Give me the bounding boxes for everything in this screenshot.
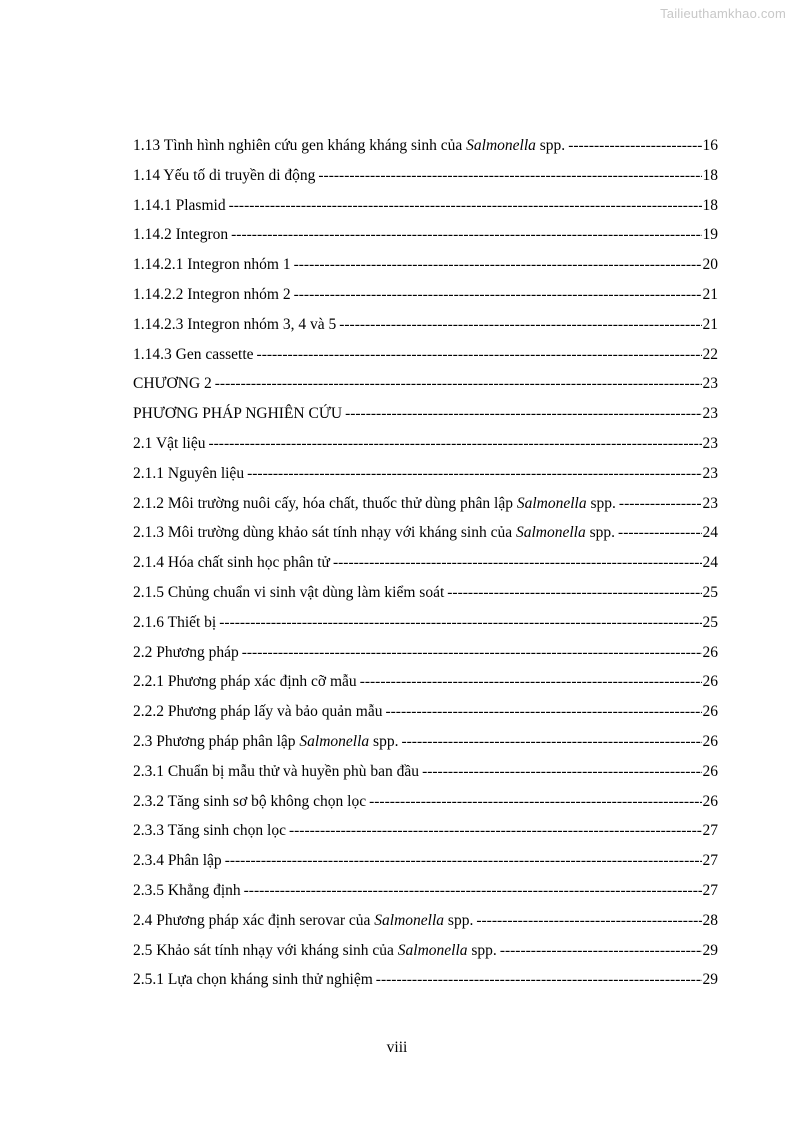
toc-entry	[133, 191, 718, 221]
toc-entry	[133, 697, 718, 727]
toc-entry	[133, 787, 718, 817]
toc-title-text: 2.5 Khảo sát tính nhạy với kháng sinh của	[133, 941, 398, 959]
toc-entry	[133, 936, 718, 966]
toc-page-number: 26	[702, 732, 718, 750]
toc-title-text: 1.14.2.1 Integron nhóm 1	[133, 256, 291, 274]
toc-entry-title	[133, 548, 330, 578]
toc-page-number: 19	[702, 226, 718, 244]
toc-entry-title	[133, 489, 616, 519]
toc-title-text: 2.1 Vật liệu	[133, 434, 206, 452]
toc-entry-title	[133, 280, 291, 310]
toc-page-number: 24	[702, 554, 718, 572]
toc-title-text: spp.	[444, 911, 474, 929]
toc-title-italic: Salmonella	[515, 524, 586, 542]
toc-entry	[133, 906, 718, 936]
toc-dot-leader	[208, 429, 701, 459]
toc-title-text: 1.14.1 Plasmid	[133, 196, 226, 214]
toc-page-number: 25	[702, 583, 718, 601]
toc-title-text: 1.14.2.3 Integron nhóm 3, 4 và 5	[133, 315, 337, 333]
toc-page-number: 28	[702, 911, 718, 929]
toc-page-number: 23	[702, 375, 718, 393]
toc-entry	[133, 399, 718, 429]
toc-dot-leader	[568, 131, 701, 161]
toc-entry-title	[133, 697, 382, 727]
toc-title-text: 1.14.2.2 Integron nhóm 2	[133, 285, 291, 303]
toc-entry	[133, 280, 718, 310]
toc-title-text: 2.2.2 Phương pháp lấy và bảo quản mẫu	[133, 703, 383, 721]
toc-dot-leader	[244, 876, 702, 906]
toc-title-text: spp.	[467, 941, 497, 959]
toc-entry	[133, 578, 718, 608]
toc-entry	[133, 250, 718, 280]
toc-dot-leader	[619, 489, 702, 519]
toc-entry-title	[133, 816, 286, 846]
toc-page-number: 23	[702, 434, 718, 452]
toc-entry	[133, 876, 718, 906]
toc-dot-leader	[376, 965, 702, 995]
toc-page-number: 26	[702, 643, 718, 661]
toc-dot-leader	[500, 936, 702, 966]
toc-entry-title	[133, 161, 315, 191]
toc-title-text: spp.	[586, 494, 616, 512]
toc-title-text: PHƯƠNG PHÁP NGHIÊN CỨU	[133, 405, 343, 423]
toc-title-text: spp.	[585, 524, 616, 542]
toc-entry-title	[133, 936, 497, 966]
toc-dot-leader	[231, 220, 701, 250]
toc-entry	[133, 340, 718, 370]
toc-title-text: 2.3.4 Phân lập	[133, 852, 222, 870]
toc-title-text: 2.3 Phương pháp phân lập	[133, 732, 300, 750]
toc-dot-leader	[401, 727, 701, 757]
toc-title-text: 1.13 Tình hình nghiên cứu gen kháng kháng sinh của	[133, 137, 467, 154]
toc-dot-leader	[360, 667, 702, 697]
toc-entry-title	[133, 965, 373, 995]
toc-page-number: 26	[702, 762, 718, 780]
toc-title-text: CHƯƠNG 2	[133, 375, 212, 393]
toc-entry	[133, 667, 718, 697]
toc-page-number: 16	[702, 137, 718, 154]
toc-entry	[133, 459, 718, 489]
watermark: Tailieuthamkhao.com	[660, 6, 786, 21]
toc-title-text: 2.2.1 Phương pháp xác định cỡ mẫu	[133, 673, 357, 691]
toc-entry	[133, 965, 718, 995]
toc-dot-leader	[422, 757, 701, 787]
toc-entry-title	[133, 340, 254, 370]
toc-entry	[133, 816, 718, 846]
toc-entry-title	[133, 727, 398, 757]
toc-dot-leader	[385, 697, 701, 727]
toc-title-text: 2.1.6 Thiết bị	[133, 613, 217, 631]
page-number: viii	[386, 1039, 408, 1056]
toc-page-number: 26	[702, 673, 718, 691]
toc-page-number: 18	[702, 166, 718, 184]
toc-dot-leader	[229, 191, 702, 221]
toc-title-text: 2.2 Phương pháp	[133, 643, 239, 661]
toc-entry-title	[133, 787, 366, 817]
toc-entry-title	[133, 757, 419, 787]
toc-dot-leader	[345, 399, 701, 429]
toc-page-number: 23	[702, 405, 718, 423]
toc-title-text: 1.14 Yếu tố di truyền di động	[133, 166, 316, 184]
toc-title-text: spp.	[535, 137, 566, 154]
toc-title-text: 2.1.5 Chủng chuẩn vi sinh vật dùng làm kiểm soát	[133, 583, 445, 601]
toc-title-text: 2.1.4 Hóa chất sinh học phân tử	[133, 554, 330, 572]
toc-entry	[133, 161, 718, 191]
toc-entry	[133, 727, 718, 757]
toc-title-italic: Salmonella	[374, 911, 445, 929]
toc-entry	[133, 429, 718, 459]
toc-page-number: 20	[702, 256, 718, 274]
toc-entry-title	[133, 608, 216, 638]
toc-entry-title	[133, 191, 226, 221]
toc-dot-leader	[294, 250, 702, 280]
toc-dot-leader	[294, 280, 702, 310]
toc-entry	[133, 369, 718, 399]
toc-dot-leader	[318, 161, 701, 191]
toc-title-text: 2.3.5 Khẳng định	[133, 881, 241, 899]
toc-page-number: 25	[702, 613, 718, 631]
toc-dot-leader	[215, 369, 702, 399]
toc-entry-title	[133, 220, 228, 250]
toc-page-number: 27	[702, 852, 718, 870]
toc-title-text: 2.1.2 Môi trường nuôi cấy, hóa chất, thuốc thử dùng phân lập	[133, 494, 517, 512]
table-of-contents	[133, 131, 718, 995]
toc-title-italic: Salmonella	[299, 732, 370, 750]
toc-entry-title	[133, 399, 342, 429]
toc-title-italic: Salmonella	[466, 137, 536, 154]
toc-page-number: 27	[702, 881, 718, 899]
toc-dot-leader	[618, 518, 701, 548]
toc-page-number: 26	[702, 792, 718, 810]
toc-title-text: 1.14.3 Gen cassette	[133, 345, 254, 363]
toc-title-text: spp.	[369, 732, 399, 750]
toc-dot-leader	[447, 578, 701, 608]
toc-entry-title	[133, 906, 473, 936]
toc-entry-title	[133, 131, 565, 161]
toc-dot-leader	[476, 906, 701, 936]
toc-title-text: 2.3.3 Tăng sinh chọn lọc	[133, 822, 286, 840]
toc-entry	[133, 220, 718, 250]
toc-entry	[133, 757, 718, 787]
toc-entry-title	[133, 638, 239, 668]
toc-dot-leader	[247, 459, 701, 489]
toc-entry	[133, 608, 718, 638]
toc-entry	[133, 548, 718, 578]
toc-page-number: 29	[702, 971, 718, 989]
toc-page-number: 27	[702, 822, 718, 840]
toc-page-number: 24	[702, 524, 718, 542]
toc-page-number: 18	[702, 196, 718, 214]
toc-dot-leader	[339, 310, 701, 340]
toc-entry	[133, 638, 718, 668]
toc-dot-leader	[333, 548, 702, 578]
toc-title-italic: Salmonella	[397, 941, 468, 959]
toc-page-number: 21	[702, 315, 718, 333]
toc-entry-title	[133, 667, 357, 697]
toc-entry-title	[133, 459, 244, 489]
toc-title-text: 2.1.1 Nguyên liệu	[133, 464, 245, 482]
toc-entry	[133, 131, 718, 161]
toc-title-text: 2.3.2 Tăng sinh sơ bộ không chọn lọc	[133, 792, 367, 810]
toc-dot-leader	[225, 846, 702, 876]
toc-title-italic: Salmonella	[516, 494, 587, 512]
toc-entry	[133, 489, 718, 519]
toc-entry-title	[133, 429, 205, 459]
toc-entry	[133, 846, 718, 876]
toc-dot-leader	[242, 638, 702, 668]
toc-page-number: 23	[702, 494, 718, 512]
toc-entry	[133, 518, 718, 548]
toc-dot-leader	[289, 816, 702, 846]
toc-dot-leader	[257, 340, 702, 370]
toc-entry-title	[133, 310, 336, 340]
toc-title-text: 1.14.2 Integron	[133, 226, 229, 244]
toc-page-number: 23	[702, 464, 718, 482]
toc-title-text: 2.3.1 Chuẩn bị mẫu thử và huyền phù ban đầu	[133, 762, 420, 780]
toc-entry-title	[133, 846, 222, 876]
toc-title-text: 2.1.3 Môi trường dùng khảo sát tính nhạy với kháng sinh của	[133, 524, 516, 542]
toc-entry-title	[133, 369, 212, 399]
toc-page-number: 21	[702, 285, 718, 303]
toc-title-text: 2.5.1 Lựa chọn kháng sinh thử nghiệm	[133, 971, 373, 989]
toc-dot-leader	[219, 608, 701, 638]
toc-entry-title	[133, 250, 291, 280]
toc-page-number: 22	[702, 345, 718, 363]
toc-title-text: 2.4 Phương pháp xác định serovar của	[133, 911, 375, 929]
toc-page-number: 29	[702, 941, 718, 959]
toc-entry-title	[133, 518, 615, 548]
toc-entry-title	[133, 578, 444, 608]
toc-entry	[133, 310, 718, 340]
toc-entry-title	[133, 876, 241, 906]
toc-dot-leader	[369, 787, 701, 817]
toc-page-number: 26	[702, 703, 718, 721]
